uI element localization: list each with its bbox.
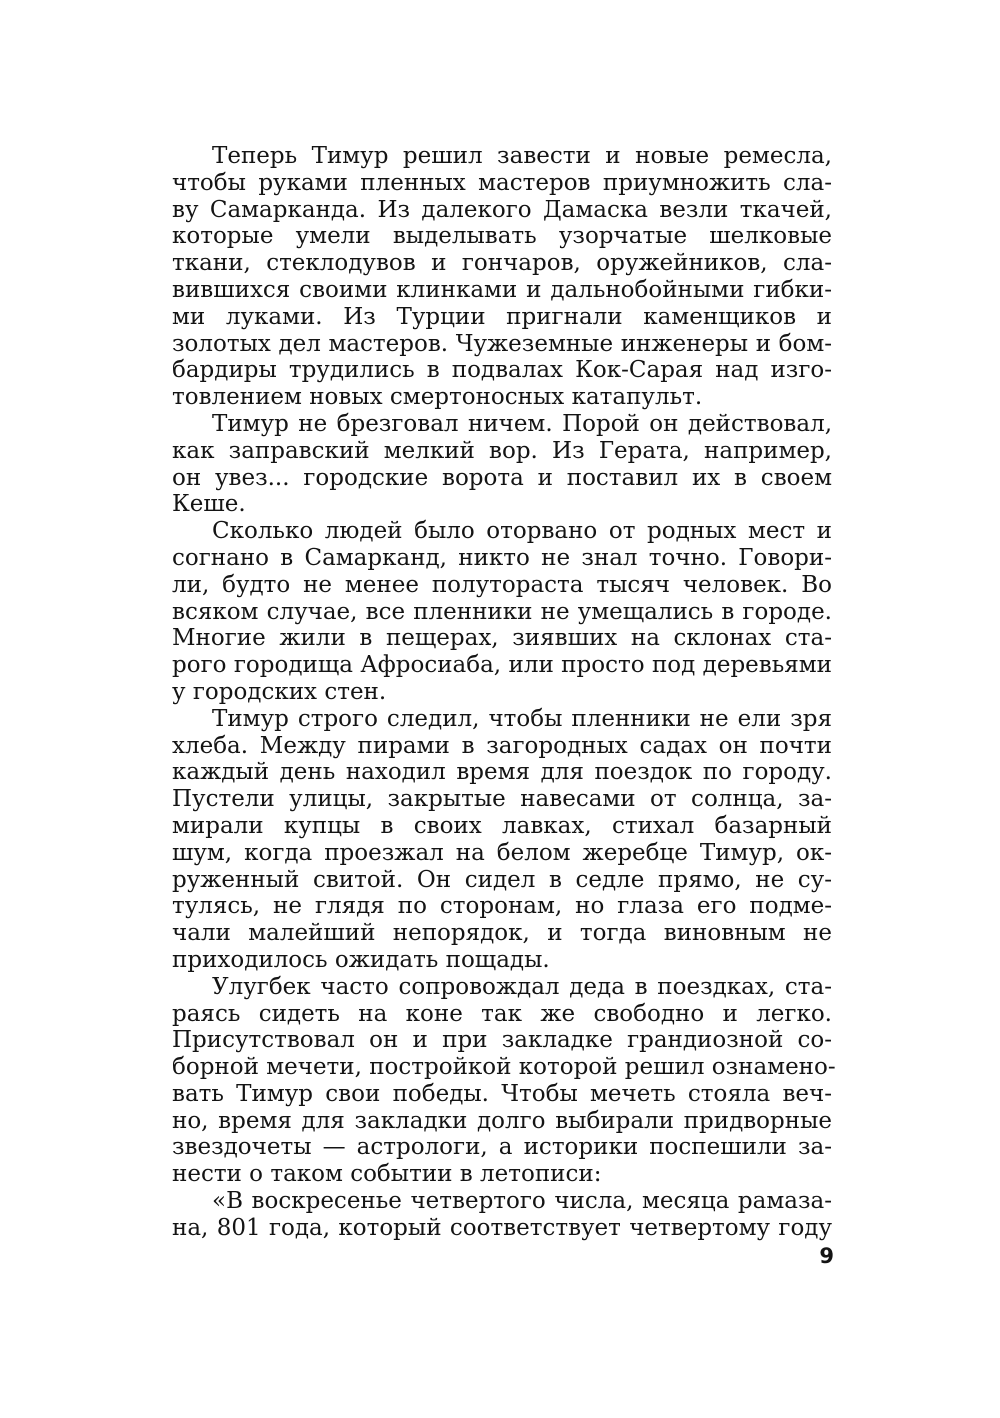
text-line: каждый день находил время для поездок по городу. bbox=[172, 759, 832, 786]
text-line: раясь сидеть на коне так же свободно и легко. bbox=[172, 1000, 832, 1027]
body-text bbox=[172, 143, 836, 1242]
text-line: тулясь, не глядя по сторонам, но глаза его подме- bbox=[172, 893, 832, 920]
text-line: он увез... городские ворота и поставил их в своем bbox=[172, 464, 832, 491]
text-line: ми луками. Из Турции пригнали каменщиков и bbox=[172, 303, 832, 330]
text-line: ву Самарканда. Из далекого Дамаска везли ткачей, bbox=[172, 196, 832, 223]
text-line: Сколько людей было оторвано от родных мест и bbox=[212, 518, 832, 545]
text-line: шум, когда проезжал на белом жеребце Тимур, ок- bbox=[172, 839, 832, 866]
text-line: бардиры трудились в подвалах Кок-Сарая над изго- bbox=[172, 357, 832, 384]
text-line: всяком случае, все пленники не умещались в городе. bbox=[172, 598, 832, 625]
paragraph bbox=[172, 411, 832, 518]
text-line: согнано в Самарканд, никто не знал точно. Говори- bbox=[172, 544, 832, 571]
paragraph bbox=[172, 973, 836, 1188]
text-line: рого городища Афросиаба, или просто под деревьями bbox=[172, 652, 832, 679]
text-line: нести о таком событии в летописи: bbox=[172, 1161, 602, 1188]
text-line: золотых дел мастеров. Чужеземные инженеры и бом- bbox=[172, 330, 832, 357]
text-line: вившихся своими клинками и дальнобойными гибки- bbox=[172, 276, 832, 303]
page-number: 9 bbox=[819, 1244, 834, 1268]
text-line: Тимур не брезговал ничем. Порой он действовал, bbox=[212, 410, 832, 437]
text-line: руженный свитой. Он сидел в седле прямо, не су- bbox=[172, 866, 832, 893]
text-line: хлеба. Между пирами в загородных садах он почти bbox=[172, 732, 832, 759]
text-line: Присутствовал он и при закладке грандиозной со- bbox=[172, 1027, 832, 1054]
text-line: товлением новых смертоносных катапульт. bbox=[172, 384, 703, 411]
text-line: вать Тимур свои победы. Чтобы мечеть стояла веч- bbox=[172, 1080, 832, 1107]
text-line: на, 801 года, который соответствует четвертому году bbox=[172, 1214, 832, 1241]
paragraph bbox=[172, 143, 832, 411]
paragraph bbox=[172, 1188, 832, 1242]
text-line: чтобы руками пленных мастеров приумножить сла- bbox=[172, 169, 832, 196]
text-line: но, время для закладки долго выбирали придворные bbox=[172, 1107, 832, 1134]
text-line: мирали купцы в своих лавках, стихал базарный bbox=[172, 812, 832, 839]
text-line: звездочеты — астрологи, а историки поспешили за- bbox=[172, 1134, 832, 1161]
text-line: «В воскресенье четвертого числа, месяца рамаза- bbox=[212, 1188, 832, 1215]
paragraph bbox=[172, 706, 832, 974]
text-line: Тимур строго следил, чтобы пленники не ели зря bbox=[212, 705, 832, 732]
text-line: Кеше. bbox=[172, 491, 246, 518]
text-line: чали малейший непорядок, и тогда виновным не bbox=[172, 920, 832, 947]
text-line: Пустели улицы, закрытые навесами от солнца, за- bbox=[172, 786, 832, 813]
text-line: ткани, стеклодувов и гончаров, оружейников, сла- bbox=[172, 250, 832, 277]
text-line: приходилось ожидать пощады. bbox=[172, 946, 550, 973]
text-line: борной мечети, постройкой которой решил ознамено- bbox=[172, 1054, 836, 1081]
text-line: Улугбек часто сопровождал деда в поездках, ста- bbox=[212, 973, 832, 1000]
text-line: Многие жили в пещерах, зиявших на склонах ста- bbox=[172, 625, 832, 652]
text-line: ли, будто не менее полутораста тысяч человек. Во bbox=[172, 571, 832, 598]
text-line: Теперь Тимур решил завести и новые ремесла, bbox=[212, 143, 832, 169]
text-line: которые умели выделывать узорчатые шелковые bbox=[172, 223, 832, 250]
text-line: у городских стен. bbox=[172, 678, 387, 705]
paragraph bbox=[172, 518, 832, 706]
text-line: как заправский мелкий вор. Из Герата, например, bbox=[172, 437, 832, 464]
